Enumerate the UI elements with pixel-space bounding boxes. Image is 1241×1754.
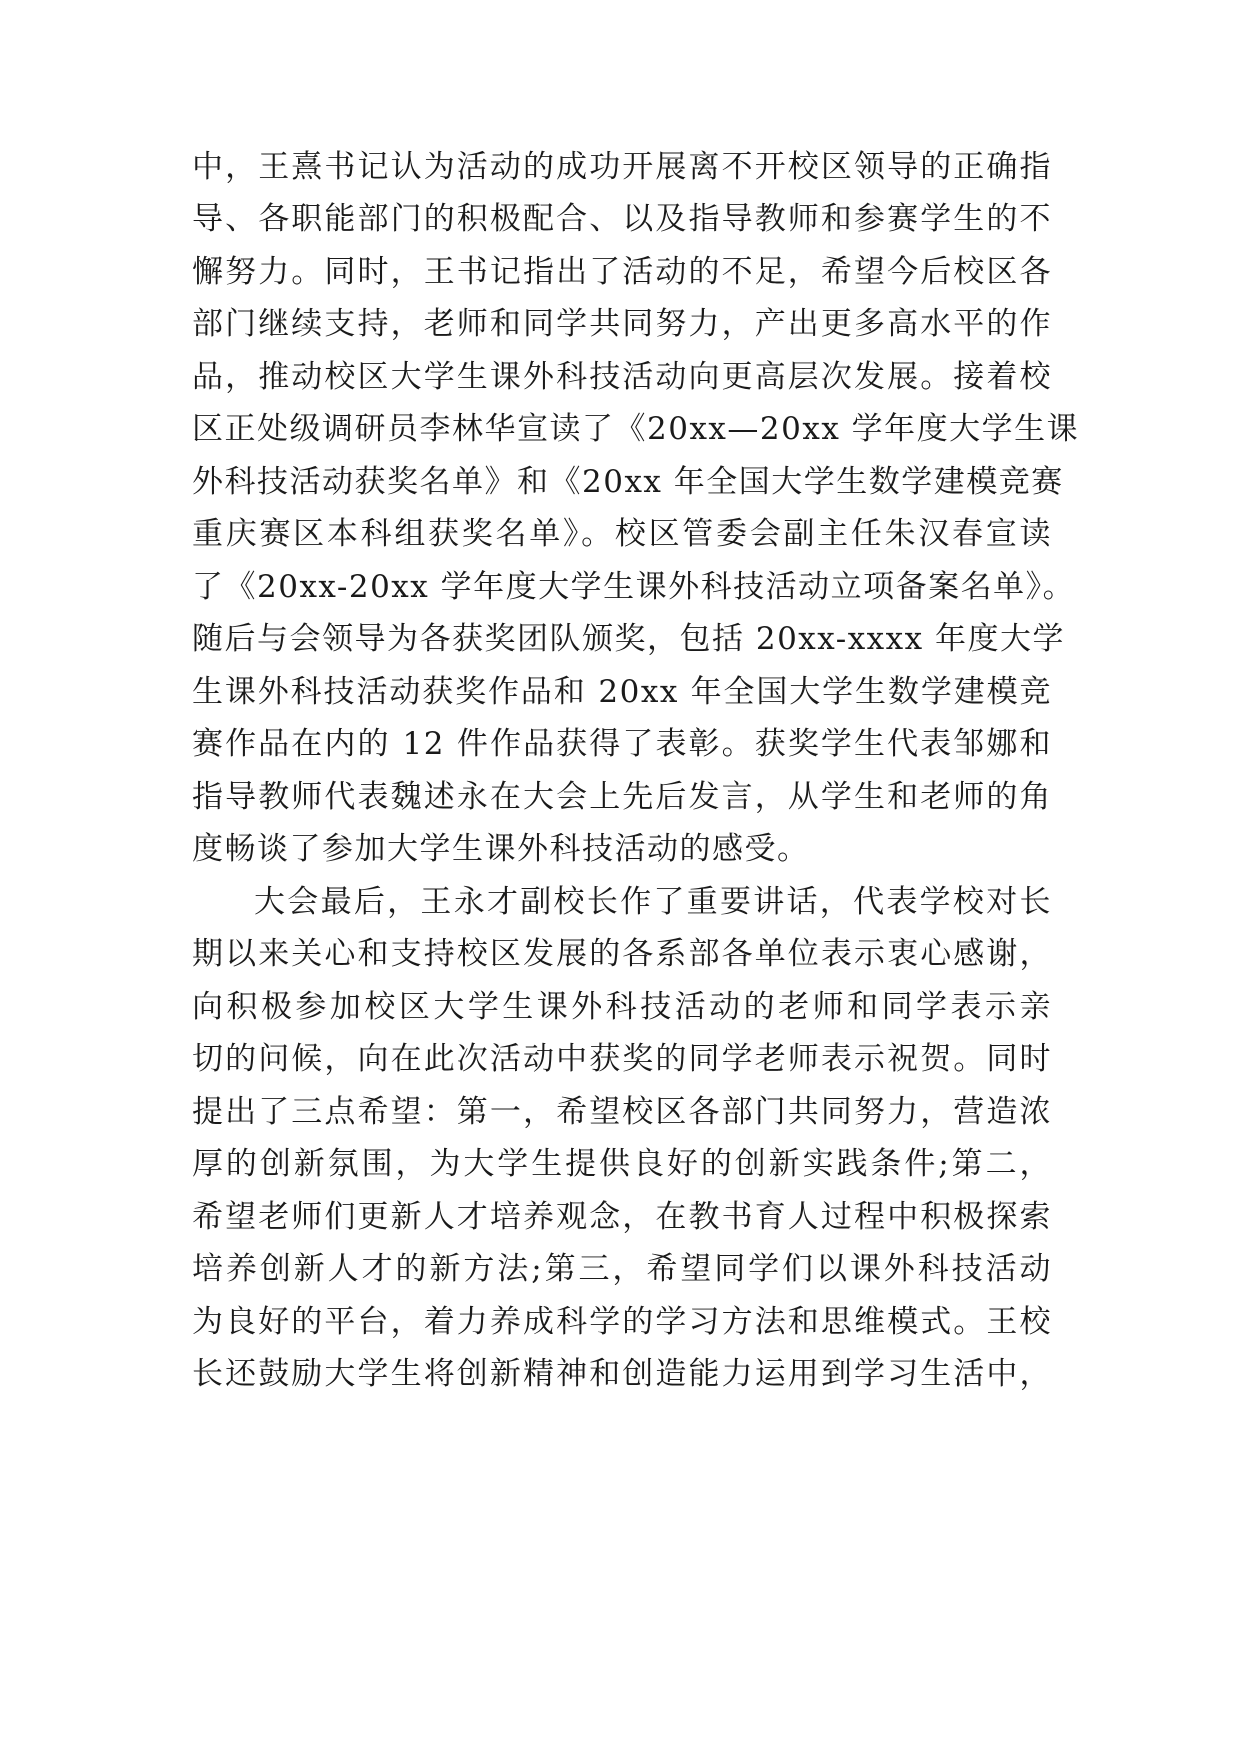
paragraph-1-line-12: 赛作品在内的 12 件作品获得了表彰。获奖学生代表邹娜和: [192, 726, 1052, 762]
paragraph-1-line-8: 重庆赛区本科组获奖名单》。校区管委会副主任朱汉春宣读: [192, 516, 1052, 552]
paragraph-2-line-9: 为良好的平台，着力养成科学的学习方法和思维模式。王校: [192, 1304, 1052, 1340]
paragraph-1-line-2: 导、各职能部门的积极配合、以及指导教师和参赛学生的不: [192, 201, 1052, 237]
paragraph-1-line-13: 指导教师代表魏述永在大会上先后发言，从学生和老师的角: [192, 779, 1052, 815]
paragraph-2-line-5: 提出了三点希望：第一，希望校区各部门共同努力，营造浓: [192, 1094, 1052, 1130]
paragraph-1-line-14: 度畅谈了参加大学生课外科技活动的感受。: [192, 831, 810, 867]
paragraph-2-line-4: 切的问候，向在此次活动中获奖的同学老师表示祝贺。同时: [192, 1041, 1052, 1077]
paragraph-1-line-1: 中，王熹书记认为活动的成功开展离不开校区领导的正确指: [192, 149, 1052, 185]
paragraph-1-line-7: 外科技活动获奖名单》和《20xx 年全国大学生数学建模竞赛: [192, 464, 1064, 500]
paragraph-2-line-3: 向积极参加校区大学生课外科技活动的老师和同学表示亲: [192, 989, 1052, 1025]
paragraph-2-line-8: 培养创新人才的新方法;第三，希望同学们以课外科技活动: [192, 1251, 1052, 1287]
paragraph-1-line-3: 懈努力。同时，王书记指出了活动的不足，希望今后校区各: [192, 254, 1052, 290]
paragraph-1-line-4: 部门继续支持，老师和同学共同努力，产出更多高水平的作: [192, 306, 1052, 342]
paragraph-1-line-5: 品，推动校区大学生课外科技活动向更高层次发展。接着校: [192, 359, 1052, 395]
paragraph-2-line-6: 厚的创新氛围，为大学生提供良好的创新实践条件;第二，: [192, 1146, 1052, 1182]
paragraph-1-line-6: 区正处级调研员李林华宣读了《20xx—20xx 学年度大学生课: [192, 411, 1080, 447]
paragraph-2-line-1: 大会最后，王永才副校长作了重要讲话，代表学校对长: [254, 884, 1052, 920]
paragraph-1-line-10: 随后与会领导为各获奖团队颁奖，包括 20xx-xxxx 年度大学: [192, 621, 1065, 657]
paragraph-1-line-11: 生课外科技活动获奖作品和 20xx 年全国大学生数学建模竞: [192, 674, 1052, 710]
paragraph-2-line-7: 希望老师们更新人才培养观念，在教书育人过程中积极探索: [192, 1199, 1052, 1235]
paragraph-1-line-9: 了《20xx-20xx 学年度大学生课外科技活动立项备案名单》。: [192, 569, 1076, 605]
paragraph-2-line-10: 长还鼓励大学生将创新精神和创造能力运用到学习生活中，: [192, 1356, 1052, 1392]
paragraph-2-line-2: 期以来关心和支持校区发展的各系部各单位表示衷心感谢，: [192, 936, 1052, 972]
